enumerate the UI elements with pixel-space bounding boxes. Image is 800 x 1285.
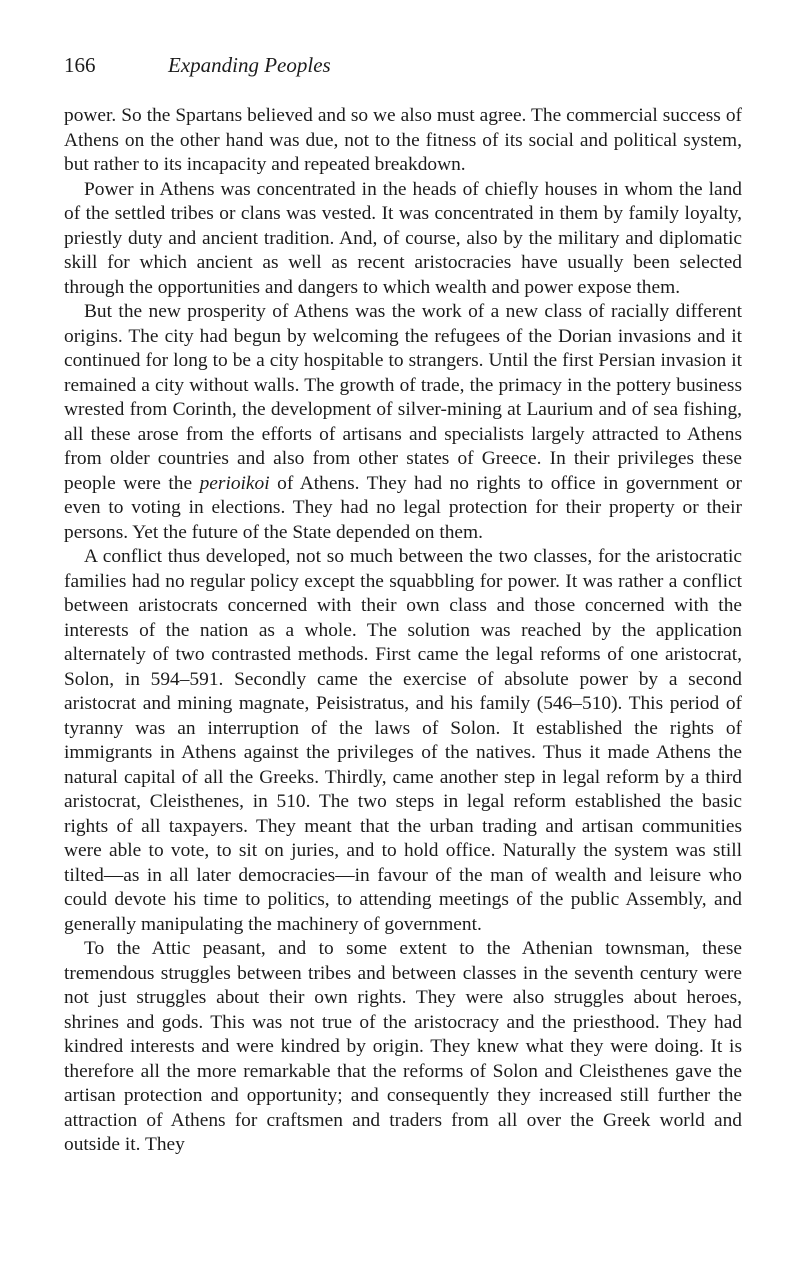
paragraph (64, 300, 742, 545)
paragraph: To the Attic peasant, and to some extent to the Athenian townsman, these tremendous struggles between tribes and between classes in the seventh century were not just struggles about their own rights. They were also struggles about heroes, shrines and gods. This was not true of the aristocracy and the priesthood. They had kindred interests and were kindred by origin. They knew what they were doing. It is therefore all the more remarkable that the reforms of Solon and Cleisthenes gave the artisan protection and opportunity; and consequently they increased still further the attraction of Athens for craftsmen and traders from all over the Greek world and outside it. They (64, 938, 742, 1155)
running-title: Expanding Peoples (168, 53, 331, 77)
emphasized-term: perioikoi (199, 472, 270, 494)
paragraph-text: But the new prosperity of Athens was the work of a new class of racially different origins. The city had begun by welcoming the refugees of the Dorian invasions and it continued for long to be a city hospitable to strangers. Until the first Persian invasion it remained a city without walls. The growth of trade, the primacy in the pottery business wrested from Corinth, the development of silver-mining at Laurium and of sea fishing, all these arose from the efforts of artisans and specialists largely attracted to Athens from older countries and also from other states of Greece. In their privileges these people were the (64, 301, 742, 494)
page-number: 166 (64, 53, 96, 77)
page-header (64, 52, 331, 78)
paragraph: A conflict thus developed, not so much between the two classes, for the aristocratic families had no regular policy except the squabbling for power. It was rather a conflict between aristocrats concerned with their own class and those concerned with the interests of the nation as a whole. The solution was reached by the application alternately of two contrasted methods. First came the legal reforms of one aristocrat, Solon, in 594–591. Secondly came the exercise of absolute power by a second aristocrat and mining magnate, Peisistratus, and his family (546–510). This period of tyranny was an interruption of the laws of Solon. It established the rights of immigrants in Athens against the privileges of the natives. Thus it made Athens the natural capital of all the Greeks. Thirdly, came another step in legal reform by a third aristocrat, Cleisthenes, in 510. The two steps in legal reform established the basic rights of all taxpayers. They meant that the urban trading and artisan communities were able to vote, to sit on juries, and to hold office. Naturally the system was still tilted—as in all later democracies—in favour of the man of wealth and leisure who could devote his time to politics, to attending meetings of the public Assembly, and generally manipulating the machinery of government. (64, 546, 742, 935)
page-body (64, 104, 742, 1158)
paragraph: power. So the Spartans believed and so we also must agree. The commercial success of Athens on the other hand was due, not to the fitness of its social and political system, but rather to its incapacity and repeated breakdown. (64, 105, 742, 175)
paragraph-text: of Athens. They had no rights to office in government or even to voting in elections. They had no legal protection for their property or their persons. Yet the future of the State depended on them. (64, 472, 743, 543)
paragraph: Power in Athens was concentrated in the heads of chiefly houses in whom the land of the settled tribes or clans was vested. It was concentrated in them by family loyalty, priestly duty and ancient tradition. And, of course, also by the military and diplomatic skill for which ancient as well as recent aristocracies have usually been selected through the opportunities and dangers to which wealth and power expose them. (64, 178, 742, 298)
